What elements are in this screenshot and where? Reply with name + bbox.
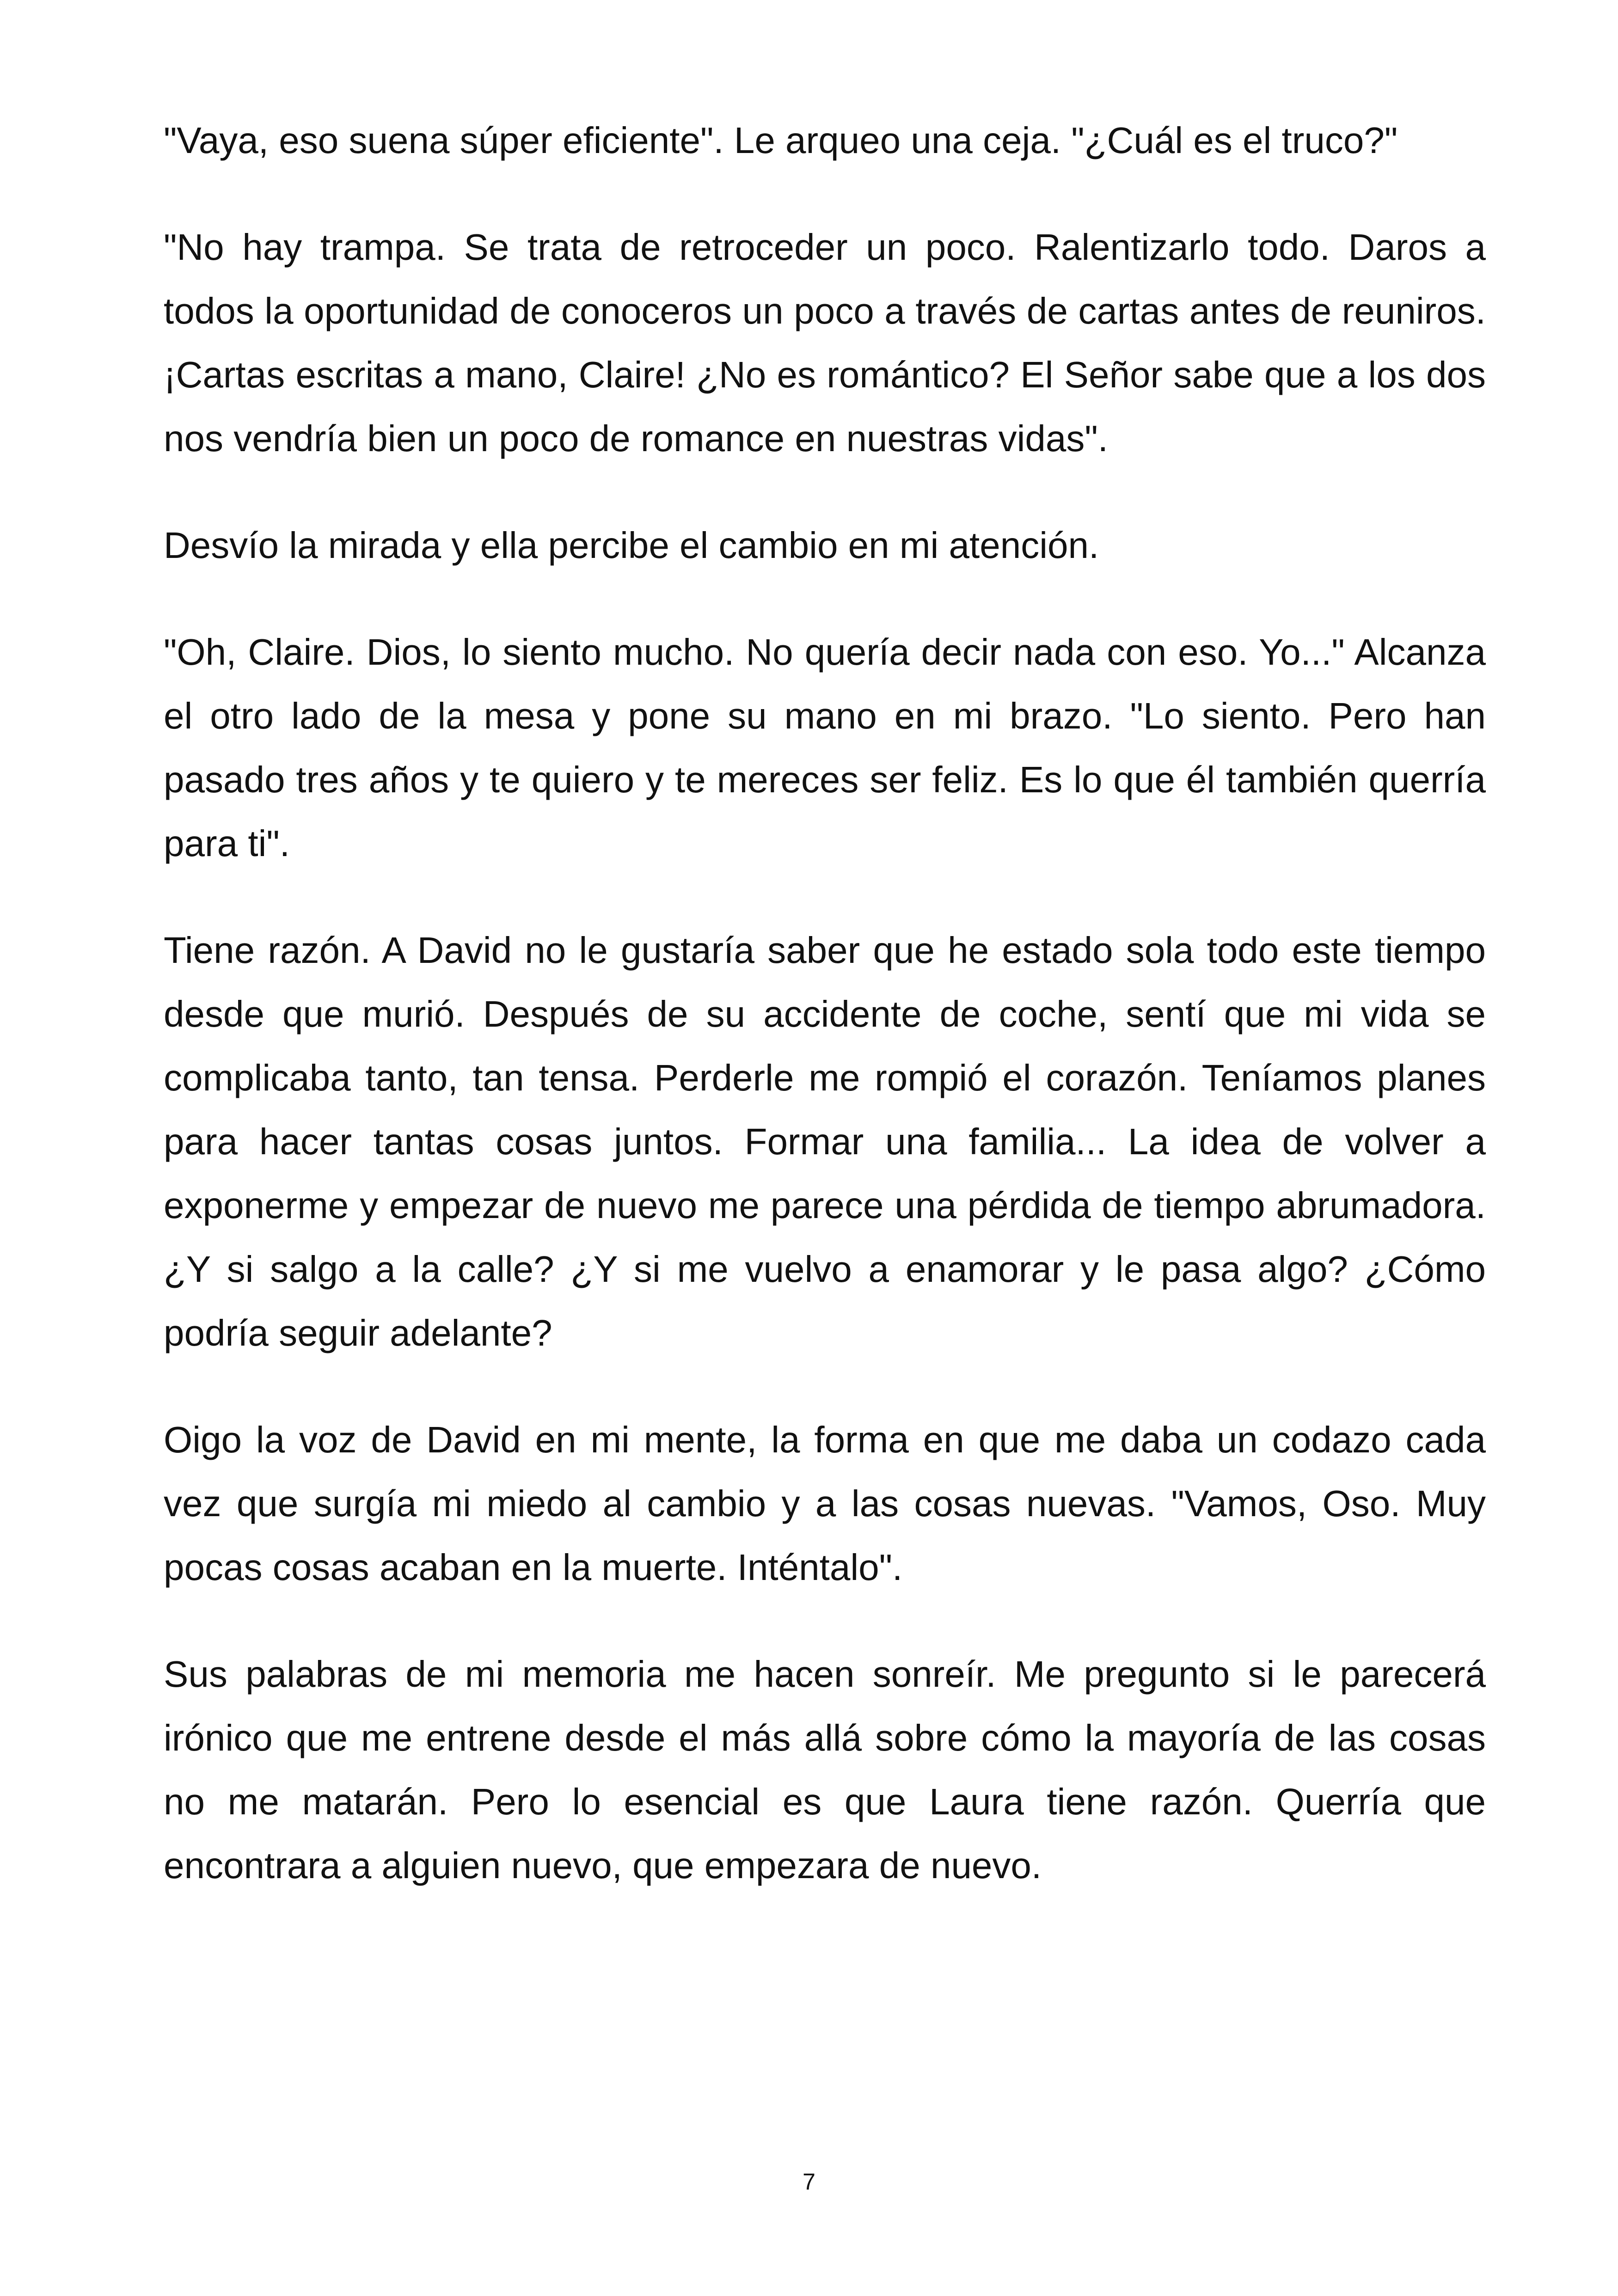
paragraph-1: "Vaya, eso suena súper eficiente". Le arqueo una ceja. "¿Cuál es el truco?": [164, 120, 1398, 161]
paragraph-3: Desvío la mirada y ella percibe el cambio en mi atención.: [164, 525, 1099, 566]
page-number: 7: [803, 2169, 815, 2195]
body-text: [164, 109, 1486, 1941]
paragraph-7: Sus palabras de mi memoria me hacen sonreír. Me pregunto si le parecerá irónico que me entrene desde el más allá sobre cómo la mayoría de las cosas no me matarán. Pero lo esencial es que Laura tiene razón. Querría que encontrara a alguien nuevo, que empezara de nuevo.: [164, 1653, 1486, 1886]
paragraph-4: "Oh, Claire. Dios, lo siento mucho. No quería decir nada con eso. Yo..." Alcanza el otro lado de la mesa y pone su mano en mi brazo. "Lo siento. Pero han pasado tres años y te quiero y te mereces ser feliz. Es lo que él también querría para ti".: [164, 631, 1486, 864]
paragraph-2: "No hay trampa. Se trata de retroceder un poco. Ralentizarlo todo. Daros a todos la oportunidad de conoceros un poco a través de cartas antes de reuniros. ¡Cartas escritas a mano, Claire! ¿No es romántico? El Señor sabe que a los dos nos vendría bien un poco de romance en nuestras vidas".: [164, 227, 1486, 459]
paragraph-5: Tiene razón. A David no le gustaría saber que he estado sola todo este tiempo desde que murió. Después de su accidente de coche, sentí que mi vida se complicaba tanto, tan tensa. Perderle me rompió el corazón. Teníamos planes para hacer tantas cosas juntos. Formar una familia... La idea de volver a exponerme y empezar de nuevo me parece una pérdida de tiempo abrumadora. ¿Y si salgo a la calle? ¿Y si me vuelvo a enamorar y le pasa algo? ¿Cómo podría seguir adelante?: [164, 930, 1486, 1353]
paragraph-6: Oigo la voz de David en mi mente, la forma en que me daba un codazo cada vez que surgía mi miedo al cambio y a las cosas nuevas. "Vamos, Oso. Muy pocas cosas acaban en la muerte. Inténtalo".: [164, 1419, 1486, 1588]
